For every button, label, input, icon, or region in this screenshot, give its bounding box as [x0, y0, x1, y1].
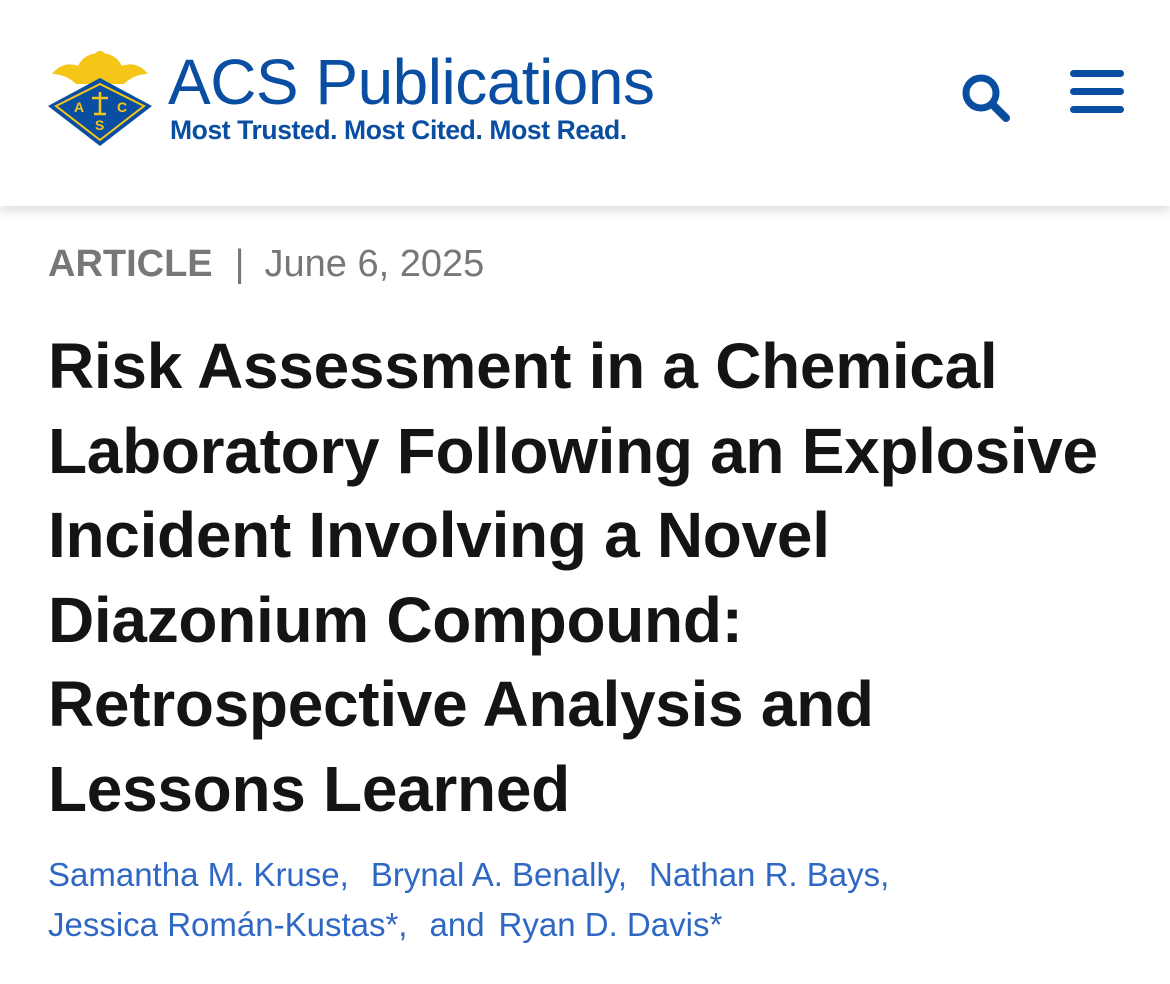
svg-text:C: C — [117, 99, 128, 115]
hamburger-menu-icon — [1068, 68, 1126, 116]
author-link[interactable]: Brynal A. Benally, — [370, 856, 627, 893]
search-button[interactable] — [958, 70, 1014, 126]
author-link[interactable]: Samantha M. Kruse, — [48, 856, 349, 893]
author-link[interactable]: Jessica Román-Kustas*, — [48, 906, 408, 943]
author-line — [48, 900, 1138, 950]
author-line — [48, 850, 1138, 900]
svg-text:S: S — [95, 117, 105, 133]
logo-tagline: Most Trusted. Most Cited. Most Read. — [170, 115, 627, 145]
svg-text:A: A — [74, 99, 85, 115]
author-conjunction: and — [429, 906, 485, 943]
site-header — [0, 0, 1170, 206]
acs-publications-logo[interactable] — [44, 44, 684, 154]
article-type: ARTICLE — [48, 243, 213, 285]
author-link[interactable]: Nathan R. Bays, — [649, 856, 890, 893]
search-icon — [958, 70, 1014, 126]
article-title: Risk Assessment in a Chemical Laboratory Following an Explosive Incident Involving a Novel Diazonium Compound: Retrospective Analysis and Lessons Learned — [48, 330, 1098, 825]
article-meta — [48, 242, 484, 286]
menu-button[interactable] — [1068, 68, 1126, 116]
acs-emblem-icon — [44, 48, 156, 148]
meta-separator: | — [234, 243, 245, 285]
author-list — [48, 850, 1138, 950]
author-link[interactable]: Ryan D. Davis* — [498, 906, 723, 943]
logo-brand-text: ACS Publications — [168, 46, 655, 118]
publication-date: June 6, 2025 — [264, 243, 485, 285]
